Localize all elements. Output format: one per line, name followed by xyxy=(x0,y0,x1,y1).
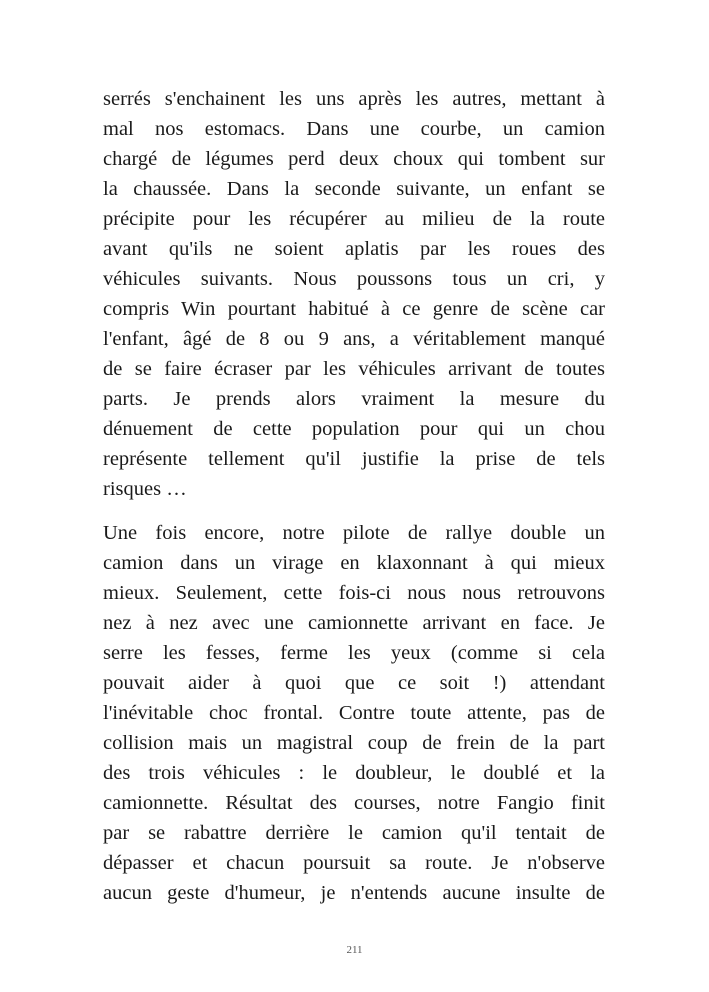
text-line: Une fois encore, notre pilote de rallye double un xyxy=(103,522,605,544)
text-line: camion dans un virage en klaxonnant à qui mieux xyxy=(103,552,605,574)
text-line: serre les fesses, ferme les yeux (comme si cela xyxy=(103,642,605,664)
text-line: l'inévitable choc frontal. Contre toute attente, pas de xyxy=(103,702,605,724)
text-line: la chaussée. Dans la seconde suivante, un enfant se xyxy=(103,178,605,200)
paragraph-1 xyxy=(103,84,605,504)
text-line: risques … xyxy=(103,478,187,500)
text-line: collision mais un magistral coup de frein de la part xyxy=(103,732,605,754)
text-line: parts. Je prends alors vraiment la mesure du xyxy=(103,388,605,410)
text-line: compris Win pourtant habitué à ce genre de scène car xyxy=(103,298,605,320)
text-line: chargé de légumes perd deux choux qui tombent sur xyxy=(103,148,605,170)
text-line: représente tellement qu'il justifie la prise de tels xyxy=(103,448,605,470)
text-line: précipite pour les récupérer au milieu de la route xyxy=(103,208,605,230)
text-line: aucun geste d'humeur, je n'entends aucune insulte de xyxy=(103,882,605,904)
paragraph-2 xyxy=(103,518,605,908)
page-number: 211 xyxy=(346,944,363,956)
text-line: dépasser et chacun poursuit sa route. Je n'observe xyxy=(103,852,605,874)
text-line: l'enfant, âgé de 8 ou 9 ans, a véritablement manqué xyxy=(103,328,605,350)
text-line: serrés s'enchainent les uns après les autres, mettant à xyxy=(103,88,605,110)
text-line: mieux. Seulement, cette fois-ci nous nous retrouvons xyxy=(103,582,605,604)
text-line: des trois véhicules : le doubleur, le doublé et la xyxy=(103,762,605,784)
text-line: camionnette. Résultat des courses, notre Fangio finit xyxy=(103,792,605,814)
text-line: avant qu'ils ne soient aplatis par les roues des xyxy=(103,238,605,260)
text-line: nez à nez avec une camionnette arrivant en face. Je xyxy=(103,612,605,634)
text-line: pouvait aider à quoi que ce soit !) attendant xyxy=(103,672,605,694)
text-line: de se faire écraser par les véhicules arrivant de toutes xyxy=(103,358,605,380)
text-line: véhicules suivants. Nous poussons tous un cri, y xyxy=(103,268,605,290)
text-line: dénuement de cette population pour qui un chou xyxy=(103,418,605,440)
text-line: mal nos estomacs. Dans une courbe, un camion xyxy=(103,118,605,140)
text-line: par se rabattre derrière le camion qu'il tentait de xyxy=(103,822,605,844)
